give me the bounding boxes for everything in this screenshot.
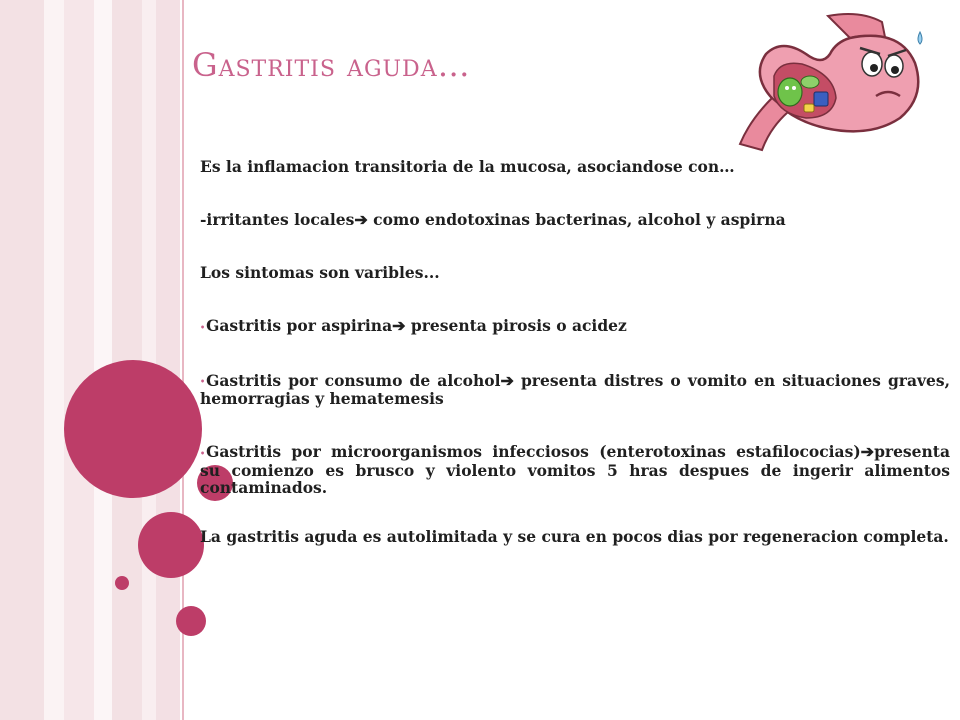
bullet-aspirin-text: presenta pirosis o acidez xyxy=(405,316,627,335)
intro-paragraph: Es la inflamacion transitoria de la mucosa, asociandose con… xyxy=(200,157,735,176)
conclusion-paragraph: La gastritis aguda es autolimitada y se cura en pocos dias por regeneracion completa. xyxy=(200,526,949,546)
left-stripe xyxy=(94,0,112,720)
left-stripe xyxy=(0,0,44,720)
decorative-circle-small xyxy=(176,606,206,636)
bullet-icon: • xyxy=(200,321,206,332)
slide-title: Gastritis aguda… xyxy=(192,46,471,84)
bullet-icon: • xyxy=(200,376,206,386)
decorative-circle-tiny xyxy=(115,576,129,590)
symptoms-paragraph: Los sintomas son varibles... xyxy=(200,263,440,282)
bullet-icon: • xyxy=(200,447,206,458)
bullet-microorganisms-text: presenta su comienzo es brusco y violento vomitos 5 hras despues de ingerir alimentos contaminados. xyxy=(200,442,950,497)
bullet-microorganisms xyxy=(200,443,950,496)
arrow-right-icon: ➔ xyxy=(354,210,368,229)
bullet-alcohol xyxy=(200,372,950,408)
arrow-right-icon: ➔ xyxy=(392,316,406,335)
irritants-paragraph xyxy=(200,211,950,228)
arrow-right-icon: ➔ xyxy=(500,370,514,390)
decorative-circle-large xyxy=(64,360,202,498)
bullet-aspirin xyxy=(200,317,950,336)
left-stripe xyxy=(44,0,64,720)
bullet-microorganisms-label: Gastritis por microorganismos infecciosos (enterotoxinas estafilococias) xyxy=(206,442,861,461)
bullet-alcohol-text: presenta distres o vomito en situaciones graves, hemorragias y hematemesis xyxy=(200,370,951,408)
stomach-cartoon-icon xyxy=(710,8,950,154)
left-stripe xyxy=(156,0,180,720)
irritants-label: -irritantes locales xyxy=(200,210,355,229)
irritants-text: como endotoxinas bacterinas, alcohol y aspirna xyxy=(367,210,786,229)
decorative-circle-medium xyxy=(138,512,204,578)
left-stripe xyxy=(64,0,94,720)
bullet-aspirin-label: Gastritis por aspirina xyxy=(206,316,393,335)
bullet-alcohol-label: Gastritis por consumo de alcohol xyxy=(206,370,501,390)
slide-body xyxy=(200,158,950,545)
arrow-right-icon: ➔ xyxy=(860,442,875,461)
